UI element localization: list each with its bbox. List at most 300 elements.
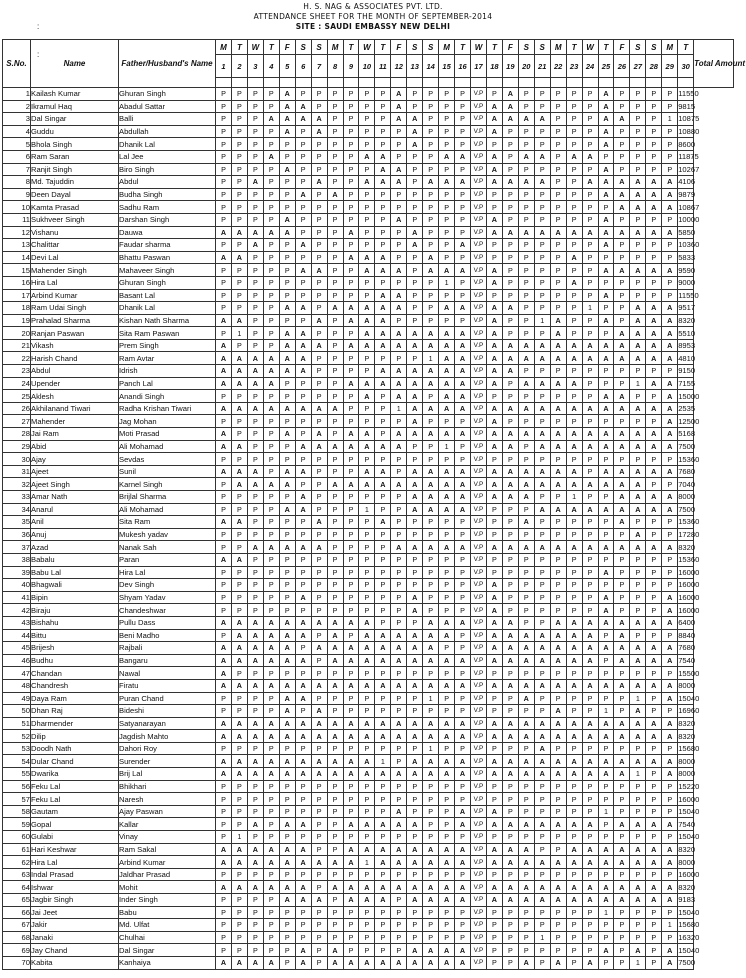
attendance-cell: A [279, 327, 295, 340]
father-name-cell: Dahori Roy [119, 742, 216, 755]
attendance-cell: A [518, 377, 534, 390]
weekday-header: S [630, 40, 646, 55]
attendance-cell: A [359, 755, 375, 768]
weekday-header: S [295, 40, 311, 55]
attendance-cell: A [247, 843, 263, 856]
attendance-cell: A [662, 818, 678, 831]
attendance-cell: A [630, 654, 646, 667]
attendance-cell: P [295, 831, 311, 844]
attendance-cell: P [455, 516, 471, 529]
attendance-cell: A [359, 440, 375, 453]
attendance-cell: A [582, 679, 598, 692]
attendance-cell: P [407, 150, 423, 163]
attendance-cell: P [263, 931, 279, 944]
attendance-cell: P [327, 276, 343, 289]
total-amount-cell: 8000 [678, 756, 696, 766]
attendance-cell: P [598, 516, 614, 529]
attendance-cell: A [231, 679, 247, 692]
attendance-cell: A [295, 944, 311, 957]
attendance-cell: P [582, 163, 598, 176]
table-row [3, 327, 734, 340]
attendance-cell: P [359, 868, 375, 881]
total-amount-cell: 8320 [678, 882, 696, 892]
attendance-cell: A [231, 654, 247, 667]
attendance-cell: P [518, 453, 534, 466]
attendance-cell: A [375, 956, 391, 969]
attendance-cell: A [343, 428, 359, 441]
attendance-cell: P [614, 692, 630, 705]
attendance-cell: A [598, 944, 614, 957]
attendance-cell: P [662, 528, 678, 541]
attendance-cell: P [407, 742, 423, 755]
attendance-cell: P [216, 528, 232, 541]
attendance-cell: P [391, 503, 407, 516]
attendance-cell: P [343, 491, 359, 504]
employee-name-cell: Bhola Singh [31, 138, 119, 151]
attendance-cell: P [423, 201, 439, 214]
father-name-cell: Radha Krishan Tiwari [119, 402, 216, 415]
weekday-header-row [3, 40, 734, 55]
attendance-cell: P [534, 793, 550, 806]
attendance-cell: A [582, 440, 598, 453]
attendance-cell: V.P [471, 138, 487, 151]
attendance-cell: A [231, 402, 247, 415]
attendance-cell: A [231, 377, 247, 390]
attendance-cell: A [359, 302, 375, 315]
attendance-cell: P [295, 314, 311, 327]
attendance-cell: P [375, 239, 391, 252]
attendance-cell: P [375, 868, 391, 881]
attendance-cell: P [566, 453, 582, 466]
attendance-cell: 1 [534, 931, 550, 944]
attendance-cell: P [534, 692, 550, 705]
attendance-cell: P [550, 931, 566, 944]
attendance-cell: P [231, 188, 247, 201]
attendance-cell: A [630, 717, 646, 730]
attendance-cell: P [263, 213, 279, 226]
attendance-cell: A [279, 503, 295, 516]
attendance-cell: A [646, 314, 662, 327]
attendance-cell: A [391, 956, 407, 969]
attendance-cell: P [359, 289, 375, 302]
father-name-cell: Ghuran Singh [119, 88, 216, 101]
attendance-cell: P [231, 453, 247, 466]
attendance-cell: V.P [471, 868, 487, 881]
attendance-cell: A [550, 440, 566, 453]
total-amount-cell: 9879 [678, 190, 696, 200]
father-name-cell: Balli [119, 113, 216, 126]
table-row [3, 629, 734, 642]
employee-name-cell: Dilip [31, 730, 119, 743]
attendance-cell: P [566, 591, 582, 604]
attendance-cell: P [375, 906, 391, 919]
total-amount-cell: 7680 [678, 643, 696, 653]
attendance-cell: A [598, 213, 614, 226]
attendance-cell: A [582, 402, 598, 415]
attendance-cell: V.P [471, 528, 487, 541]
attendance-cell: P [311, 239, 327, 252]
attendance-cell: P [279, 188, 295, 201]
attendance-cell: P [566, 516, 582, 529]
attendance-cell: P [247, 314, 263, 327]
attendance-cell: A [263, 113, 279, 126]
total-amount-cell: 15000 [678, 391, 700, 401]
attendance-cell: P [566, 956, 582, 969]
attendance-cell: P [534, 843, 550, 856]
attendance-cell: A [359, 654, 375, 667]
attendance-cell: A [550, 755, 566, 768]
attendance-cell: P [630, 88, 646, 101]
attendance-cell: P [407, 805, 423, 818]
attendance-cell: P [247, 138, 263, 151]
attendance-cell: A [391, 339, 407, 352]
attendance-cell: P [216, 302, 232, 315]
attendance-cell: P [423, 831, 439, 844]
attendance-cell: P [646, 944, 662, 957]
attendance-cell: A [295, 755, 311, 768]
attendance-cell: A [343, 894, 359, 907]
attendance-cell: P [247, 213, 263, 226]
father-name-cell: Sadhu Ram [119, 201, 216, 214]
attendance-cell: A [550, 654, 566, 667]
attendance-cell: P [439, 780, 455, 793]
attendance-cell: P [263, 302, 279, 315]
attendance-cell: P [327, 264, 343, 277]
attendance-cell: P [279, 201, 295, 214]
attendance-cell: P [407, 868, 423, 881]
attendance-cell: A [295, 843, 311, 856]
father-name-cell: Ram Avtar [119, 352, 216, 365]
attendance-cell: A [598, 390, 614, 403]
attendance-cell: P [582, 705, 598, 718]
attendance-cell: A [359, 717, 375, 730]
attendance-cell: P [263, 453, 279, 466]
attendance-cell: P [247, 264, 263, 277]
attendance-cell: A [614, 226, 630, 239]
attendance-cell: A [407, 629, 423, 642]
father-name-cell: Nawal [119, 667, 216, 680]
attendance-cell: A [486, 818, 502, 831]
attendance-cell: A [343, 717, 359, 730]
attendance-cell: A [486, 478, 502, 491]
attendance-cell: P [391, 453, 407, 466]
attendance-cell: P [407, 176, 423, 189]
attendance-cell: A [279, 125, 295, 138]
attendance-cell: A [455, 302, 471, 315]
attendance-cell: A [359, 176, 375, 189]
attendance-cell: P [646, 100, 662, 113]
attendance-cell: A [582, 616, 598, 629]
attendance-cell: A [263, 629, 279, 642]
attendance-cell: P [407, 705, 423, 718]
attendance-cell: A [598, 642, 614, 655]
attendance-cell: A [279, 616, 295, 629]
attendance-cell: P [327, 88, 343, 101]
attendance-cell: A [486, 339, 502, 352]
attendance-cell: A [327, 616, 343, 629]
attendance-cell: A [423, 465, 439, 478]
attendance-cell: A [662, 717, 678, 730]
attendance-cell: P [359, 239, 375, 252]
attendance-cell: P [375, 453, 391, 466]
header-spacer-cell [630, 78, 646, 88]
attendance-cell: A [502, 654, 518, 667]
attendance-cell: P [359, 352, 375, 365]
attendance-cell: P [375, 566, 391, 579]
attendance-cell: P [566, 868, 582, 881]
serial-number-cell: 6 [3, 150, 31, 163]
attendance-cell: P [439, 453, 455, 466]
employee-name-cell: Abid [31, 440, 119, 453]
attendance-cell: P [279, 453, 295, 466]
attendance-cell: P [582, 604, 598, 617]
attendance-cell: A [502, 100, 518, 113]
attendance-cell: P [391, 201, 407, 214]
total-amount-cell: 11550 [678, 290, 699, 300]
attendance-cell: P [247, 491, 263, 504]
attendance-cell: P [486, 289, 502, 302]
attendance-cell: V.P [471, 201, 487, 214]
attendance-cell: A [359, 818, 375, 831]
attendance-cell: A [550, 352, 566, 365]
attendance-cell: A [247, 365, 263, 378]
attendance-cell: A [486, 440, 502, 453]
attendance-cell: P [216, 415, 232, 428]
attendance-cell: P [295, 906, 311, 919]
serial-number-cell: 29 [3, 440, 31, 453]
attendance-cell: P [550, 780, 566, 793]
attendance-cell: P [439, 705, 455, 718]
attendance-cell: P [455, 906, 471, 919]
attendance-cell: A [646, 402, 662, 415]
serial-number-cell: 3 [3, 113, 31, 126]
attendance-cell: P [359, 604, 375, 617]
attendance-cell: P [375, 113, 391, 126]
attendance-cell: A [534, 768, 550, 781]
attendance-cell: A [566, 150, 582, 163]
attendance-cell: A [486, 541, 502, 554]
employee-name-cell: Dular Chand [31, 755, 119, 768]
attendance-cell: A [343, 755, 359, 768]
attendance-cell: A [216, 402, 232, 415]
attendance-cell: A [550, 679, 566, 692]
attendance-cell: A [295, 465, 311, 478]
employee-name-cell: Deen Dayal [31, 188, 119, 201]
attendance-cell: P [391, 931, 407, 944]
attendance-cell: P [375, 138, 391, 151]
employee-name-cell: Akhilanand Tiwari [31, 402, 119, 415]
father-name-cell: Dauwa [119, 226, 216, 239]
attendance-cell: A [231, 440, 247, 453]
attendance-cell: A [646, 491, 662, 504]
attendance-cell: A [518, 768, 534, 781]
attendance-cell: P [311, 138, 327, 151]
attendance-cell: A [662, 616, 678, 629]
attendance-cell: P [423, 919, 439, 932]
attendance-cell: V.P [471, 579, 487, 592]
attendance-cell: A [247, 402, 263, 415]
attendance-cell: P [582, 377, 598, 390]
attendance-cell: A [216, 314, 232, 327]
total-amount-cell: 8600 [678, 139, 696, 149]
attendance-cell: P [423, 100, 439, 113]
attendance-cell: P [423, 566, 439, 579]
attendance-cell: P [343, 88, 359, 101]
attendance-cell: A [486, 226, 502, 239]
attendance-cell: P [327, 604, 343, 617]
header-spacer-cell [582, 78, 598, 88]
attendance-cell: P [455, 289, 471, 302]
attendance-cell: P [247, 831, 263, 844]
attendance-cell: P [311, 818, 327, 831]
attendance-cell: A [391, 100, 407, 113]
attendance-cell: A [582, 352, 598, 365]
father-name-cell: Satyanarayan [119, 717, 216, 730]
attendance-cell: P [391, 150, 407, 163]
attendance-cell: A [502, 402, 518, 415]
attendance-cell: P [598, 831, 614, 844]
attendance-cell: A [646, 302, 662, 315]
table-row [3, 113, 734, 126]
attendance-cell: A [216, 717, 232, 730]
attendance-cell: P [407, 692, 423, 705]
attendance-cell: P [327, 566, 343, 579]
attendance-cell: A [423, 478, 439, 491]
attendance-cell: P [295, 213, 311, 226]
attendance-cell: P [550, 289, 566, 302]
total-amount-cell: 17280 [678, 530, 700, 540]
attendance-cell: A [279, 352, 295, 365]
attendance-cell: P [614, 365, 630, 378]
attendance-cell: P [359, 742, 375, 755]
attendance-cell: A [534, 881, 550, 894]
attendance-cell: A [518, 692, 534, 705]
serial-number-cell: 70 [3, 956, 31, 969]
day-number-header: 3 [247, 55, 263, 78]
attendance-cell: A [582, 176, 598, 189]
attendance-cell: A [486, 856, 502, 869]
attendance-cell: A [295, 616, 311, 629]
attendance-cell: A [566, 881, 582, 894]
attendance-cell: P [343, 213, 359, 226]
attendance-cell: P [247, 528, 263, 541]
attendance-cell: P [550, 239, 566, 252]
attendance-cell: A [662, 679, 678, 692]
attendance-cell: A [439, 264, 455, 277]
attendance-cell: P [327, 503, 343, 516]
father-name-cell: Babu [119, 906, 216, 919]
attendance-cell: P [550, 579, 566, 592]
attendance-cell: P [439, 566, 455, 579]
total-amount-cell: 2535 [678, 404, 696, 414]
attendance-cell: A [630, 616, 646, 629]
attendance-cell: P [582, 276, 598, 289]
weekday-header: T [566, 40, 582, 55]
attendance-cell: A [311, 402, 327, 415]
attendance-cell: A [614, 327, 630, 340]
attendance-cell: A [455, 239, 471, 252]
attendance-cell: P [263, 528, 279, 541]
attendance-cell: P [279, 440, 295, 453]
attendance-cell: P [295, 289, 311, 302]
attendance-cell: P [295, 604, 311, 617]
attendance-cell: P [439, 579, 455, 592]
attendance-cell: P [518, 264, 534, 277]
attendance-cell: P [614, 289, 630, 302]
attendance-cell: P [311, 831, 327, 844]
father-name-cell: Firatu [119, 679, 216, 692]
attendance-cell: A [311, 894, 327, 907]
attendance-cell: A [391, 843, 407, 856]
total-amount-cell: 15680 [678, 920, 700, 930]
attendance-cell: P [231, 604, 247, 617]
attendance-cell: A [247, 768, 263, 781]
attendance-cell: A [582, 150, 598, 163]
attendance-cell: P [231, 705, 247, 718]
attendance-cell: A [359, 150, 375, 163]
attendance-cell: P [614, 956, 630, 969]
attendance-cell: P [327, 780, 343, 793]
father-name-cell: Abadul Sattar [119, 100, 216, 113]
attendance-cell: P [518, 591, 534, 604]
table-row [3, 956, 734, 969]
attendance-cell: P [311, 793, 327, 806]
attendance-cell: P [630, 239, 646, 252]
attendance-cell: P [566, 314, 582, 327]
table-row [3, 453, 734, 466]
day-number-header: 2 [231, 55, 247, 78]
attendance-cell: P [534, 453, 550, 466]
attendance-cell: P [518, 163, 534, 176]
father-name-cell: Lal Jee [119, 150, 216, 163]
attendance-cell: A [518, 679, 534, 692]
attendance-cell: P [327, 818, 343, 831]
attendance-cell: A [375, 327, 391, 340]
attendance-cell: P [359, 906, 375, 919]
attendance-cell: P [391, 415, 407, 428]
attendance-cell: P [391, 604, 407, 617]
attendance-cell: A [502, 465, 518, 478]
attendance-cell: P [216, 742, 232, 755]
attendance-cell: A [455, 377, 471, 390]
attendance-cell: A [630, 440, 646, 453]
header-spacer-cell [646, 78, 662, 88]
attendance-cell: P [439, 805, 455, 818]
attendance-cell: A [566, 276, 582, 289]
attendance-cell: P [502, 163, 518, 176]
attendance-cell: P [566, 138, 582, 151]
father-name-cell: Jagdish Mahto [119, 730, 216, 743]
attendance-cell: P [614, 100, 630, 113]
attendance-cell: P [359, 226, 375, 239]
employee-name-cell: Dal Singar [31, 113, 119, 126]
attendance-cell: P [550, 176, 566, 189]
serial-number-cell: 27 [3, 415, 31, 428]
attendance-cell: P [550, 566, 566, 579]
header-spacer-cell [678, 78, 694, 88]
serial-number-cell: 36 [3, 528, 31, 541]
attendance-cell: P [518, 868, 534, 881]
attendance-cell: A [295, 188, 311, 201]
attendance-cell: A [407, 881, 423, 894]
attendance-cell: A [407, 465, 423, 478]
attendance-cell: A [614, 503, 630, 516]
attendance-cell: P [614, 276, 630, 289]
attendance-cell: P [327, 692, 343, 705]
attendance-cell: A [343, 856, 359, 869]
attendance-cell: P [566, 302, 582, 315]
header-spacer-cell [279, 78, 295, 88]
